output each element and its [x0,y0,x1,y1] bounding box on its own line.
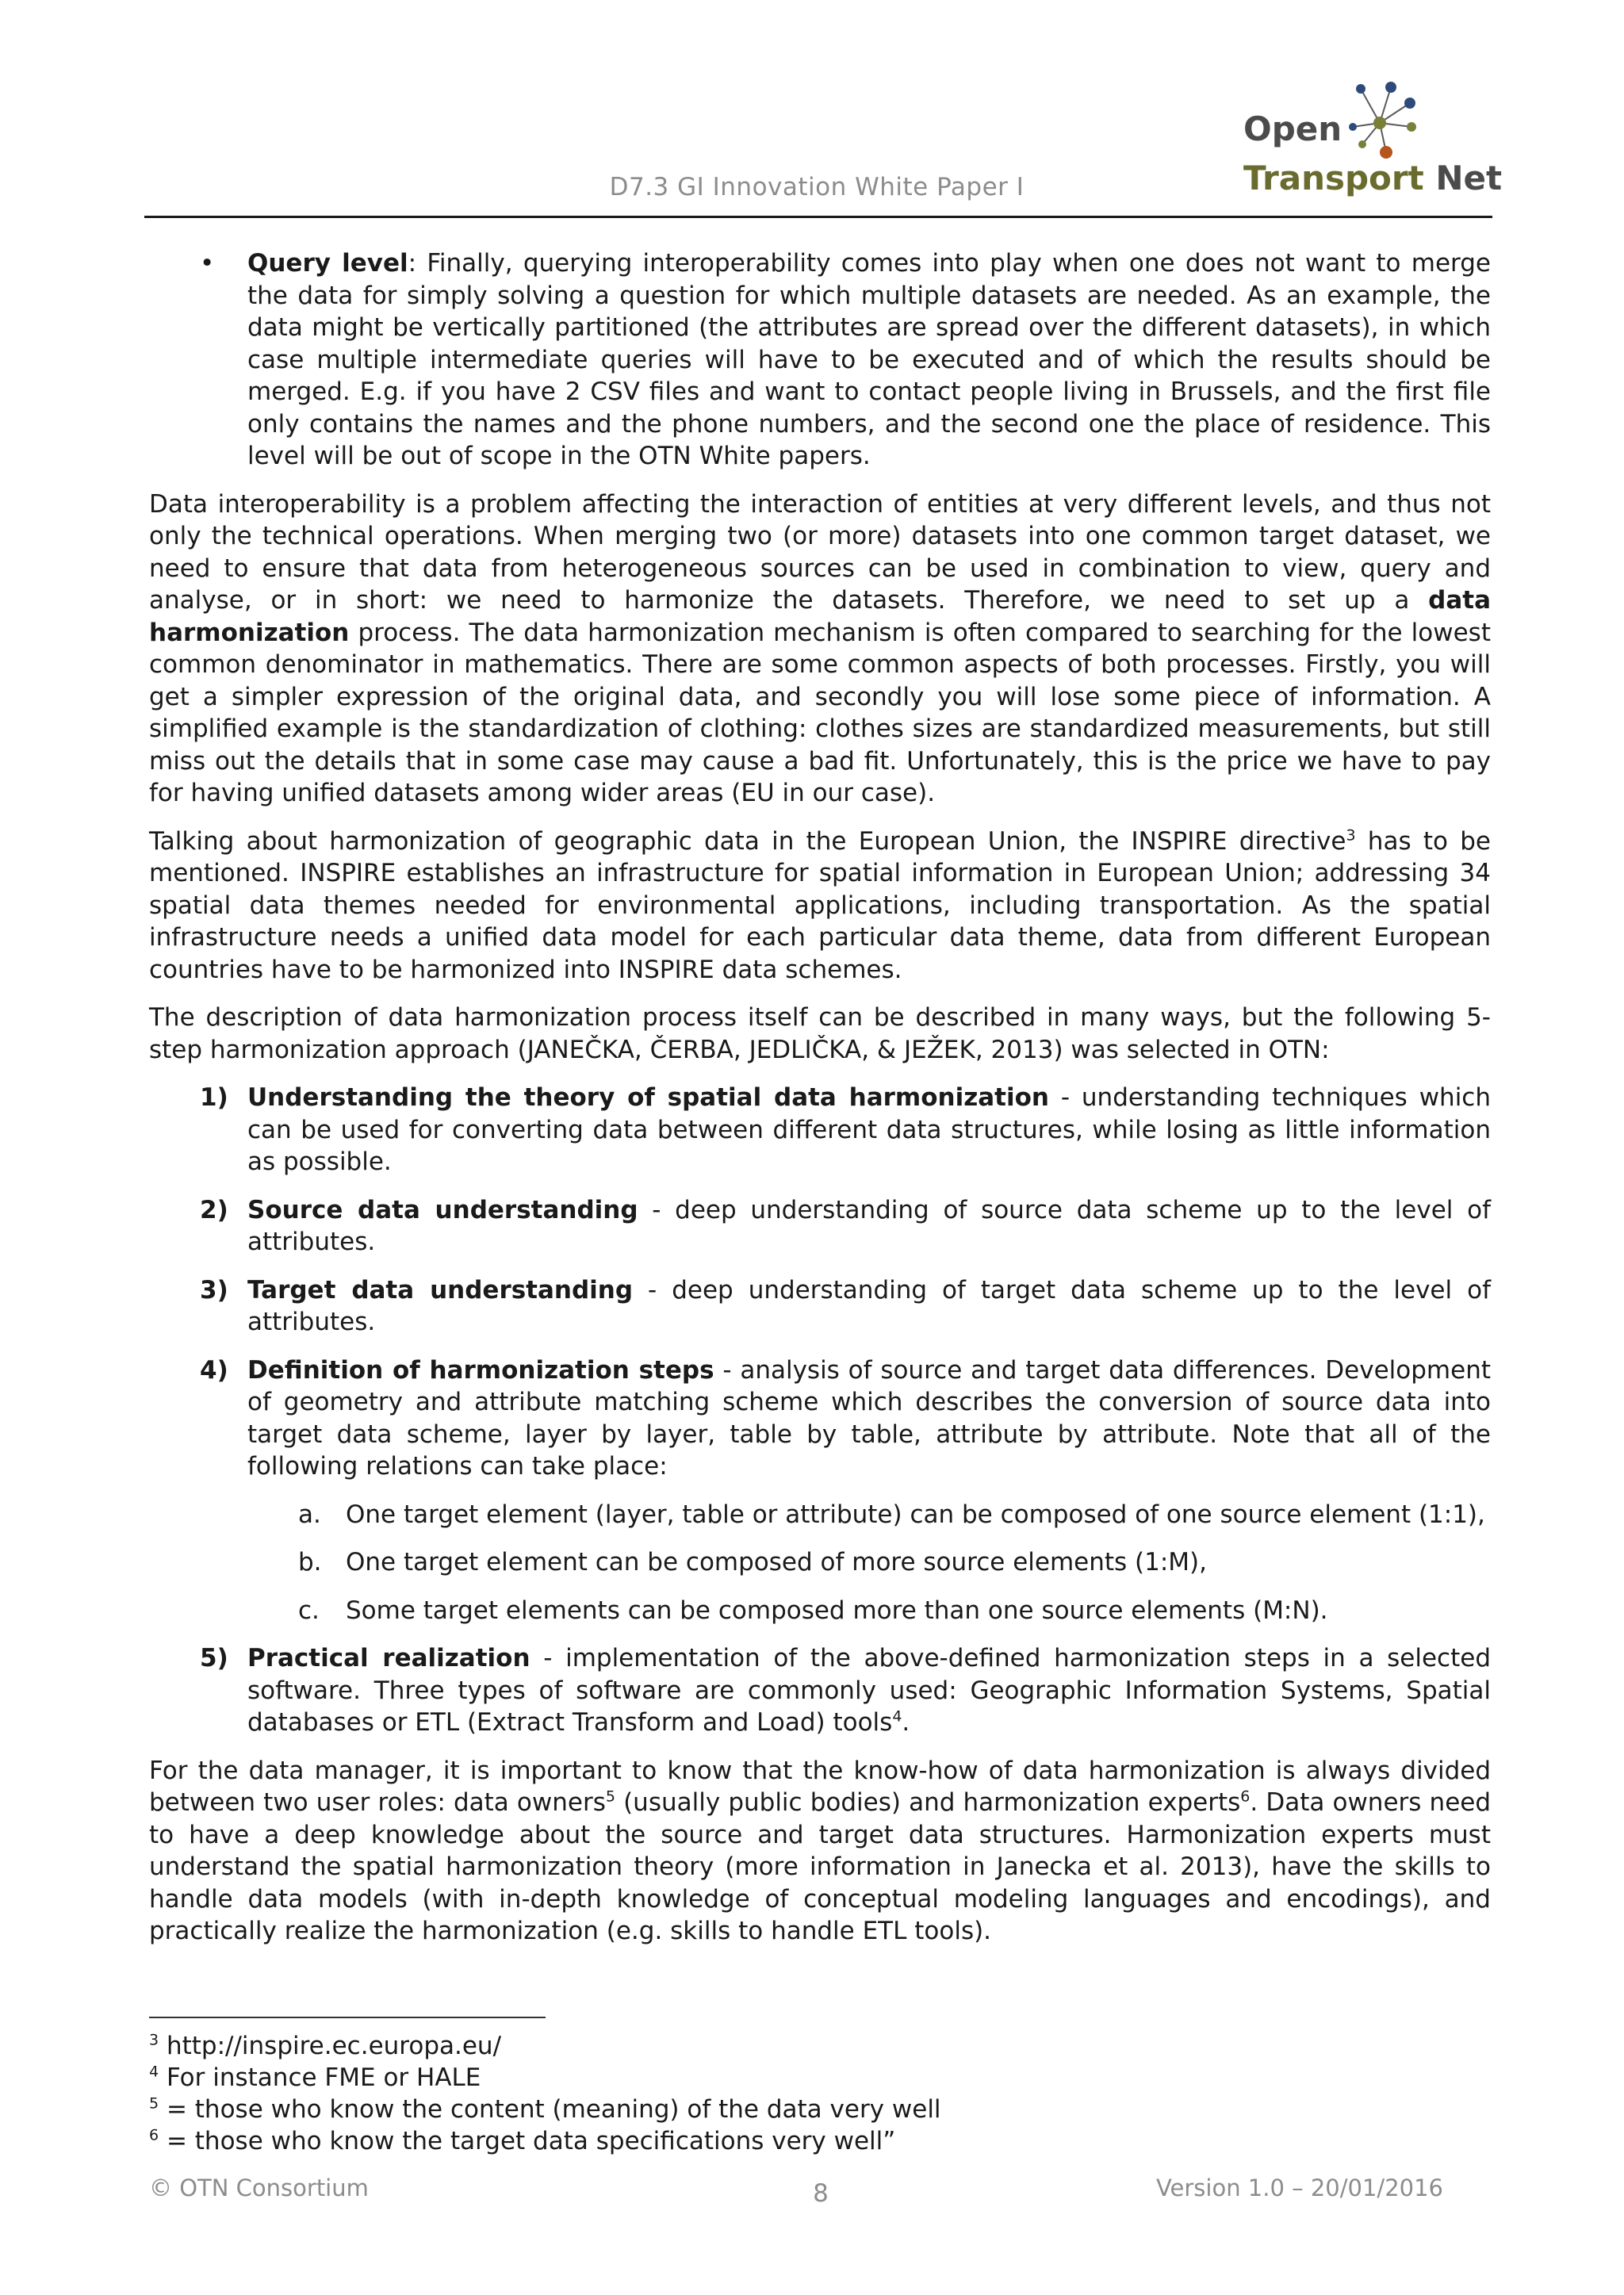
footnote-item [149,2094,941,2125]
footnote-text: = those who know the content (meaning) of the data very well [159,2095,941,2124]
step-item [149,1082,1491,1178]
footnote-text: For instance FME or HALE [159,2063,481,2092]
paragraph-text: Talking about harmonization of geographic data in the European Union, the INSPIRE directive [149,826,1346,856]
substep-text: One target element (layer, table or attribute) can be composed of one source element (1:1), [346,1500,1485,1529]
footnote-ref: 3 [1346,826,1356,845]
bullet-term: Query level [247,249,408,278]
paragraph-text: (usually public bodies) and harmonization experts [615,1788,1241,1817]
paragraph-data-manager [149,1755,1491,1948]
footnote-ref: 5 [605,1787,615,1806]
step-number: 2) [200,1195,228,1224]
paragraph-interoperability [149,489,1491,810]
page-number: 8 [813,2179,829,2208]
footnote-item [149,2125,941,2157]
bullet-query-level [149,247,1491,473]
footnote-item [149,2062,941,2094]
step-term: Definition of harmonization steps [247,1355,714,1385]
step-text: - deep understanding of target data scheme up to the level of attributes. [247,1275,1491,1336]
paragraph-text: For the data manager, it is important to know that the know-how of data harmonization is always divided between two user roles: data owners [149,1756,1491,1817]
footnote-ref: 6 [1240,1787,1251,1806]
step-text-end: . [902,1708,910,1737]
step-item [149,1642,1491,1739]
footnote-number: 5 [149,2094,159,2113]
footer-copyright: © OTN Consortium [149,2174,369,2201]
paragraph-text: has to be mentioned. INSPIRE establishes an infrastructure for spatial information in European Union; addressing 34 spatial data themes needed for environmental applications, including transportation. As the spatial infrastructure needs a unified data model for each particular data theme, data from different European countries have to be harmonized into INSPIRE data schemes. [149,826,1492,984]
otn-logo [1237,79,1503,206]
footnote-divider [149,2017,546,2018]
paragraph-text: process. The data harmonization mechanism is often compared to searching for the lowest common denominator in mathematics. There are some common aspects of both processes. Firstly, you will get a simpler expression of the original data, and secondly you will lose some piece of information. A simplified example is the standardization of clothing: clothes sizes are standardized measurements, but still miss out the details that in some case may cause a bad fit. Unfortunately, this is the price we have to pay for having unified datasets among wider areas (EU in our case). [149,618,1491,807]
paragraph-text: Data interoperability is a problem affecting the interaction of entities at very different levels, and thus not only the technical operations. When merging two (or more) datasets into one common target dataset, we need to ensure that data from heterogeneous sources can be used in combination to view, query and analyse, or in short: we need to harmonize the datasets. Therefore, we need to set up a [149,489,1491,615]
paragraph-approach: The description of data harmonization process itself can be described in many ways, but the following 5-step harmonization approach (JANEČKA, ČERBA, JEDLIČKA, & JEŽEK, 2013) was selected in OTN: [149,1003,1491,1064]
document-body [149,247,1491,1964]
bullet-text: : Finally, querying interoperability comes into play when one does not want to merge the data for simply solving a question for which multiple datasets are needed. As an example, the data might be vertically partitioned (the attributes are spread over the different datasets), in which case multiple intermediate queries will have to be executed and of which the results should be merged. E.g. if you have 2 CSV files and want to contact people living in Brussels, and the first file only contains the names and the phone numbers, and the second one the place of residence. This level will be out of scope in the OTN White papers. [247,249,1491,470]
bullet-dot: • [200,249,215,278]
substep-text: One target element can be composed of more source elements (1:M), [346,1548,1207,1577]
step-item [149,1354,1491,1483]
step-number: 1) [200,1083,228,1112]
step-number: 5) [200,1644,228,1672]
header-divider [144,216,1492,218]
step-text: - deep understanding of source data scheme up to the level of attributes. [247,1195,1491,1256]
step-term: Source data understanding [247,1195,638,1224]
step-number: 4) [200,1355,228,1385]
substep-letter: b. [298,1548,322,1577]
footnote-ref: 4 [892,1707,902,1726]
step-text: - implementation of the above-defined harmonization steps in a selected software. Three types of software are commonly used: Geographic Information Systems, Spatial databases or ETL (Extract Transform and Load) tools [247,1644,1492,1737]
step-number: 3) [200,1275,228,1305]
step-term: Practical realization [247,1644,530,1672]
step-item [149,1194,1491,1259]
substep-letter: a. [298,1500,321,1529]
footnote-item [149,2030,941,2062]
logo-text-open: Open [1243,109,1342,148]
step-text: - analysis of source and target data differences. Development of geometry and attribute matching scheme which describes the conversion of source data into target data scheme, layer by layer, table by table, attribute by attribute. Note that all of the following relations can take place: [247,1355,1491,1481]
step-text: - understanding techniques which can be used for converting data between different data structures, while losing as little information as possible. [247,1083,1491,1176]
substep-item [149,1546,1491,1579]
logo-text-net: Net [1435,159,1503,197]
logo-text-transport-net [1243,159,1502,197]
footnote-link[interactable]: http://inspire.ec.europa.eu/ [159,2032,502,2060]
logo-text-transport: Transport [1243,159,1424,197]
step-term: Understanding the theory of spatial data harmonization [247,1083,1049,1112]
substep-item [149,1499,1491,1531]
footnote-number: 3 [149,2031,159,2049]
step-item [149,1274,1491,1339]
footer-version: Version 1.0 – 20/01/2016 [1155,2174,1443,2201]
step-term: Target data understanding [247,1275,634,1305]
footnote-number: 6 [149,2126,159,2144]
footnote-number: 4 [149,2063,159,2081]
footnotes [149,2030,941,2157]
header-title: D7.3 GI Innovation White Paper I [609,173,1025,201]
footnote-text: = those who know the target data specifications very well” [159,2127,896,2155]
paragraph-bold: data harmonization [149,586,1491,647]
substep-letter: c. [298,1596,320,1625]
network-nodes-icon [1339,79,1434,167]
paragraph-text: . Data owners need to have a deep knowledge about the source and target data structures. Harmonization experts must understand the spatial harmonization theory (more information in Janecka et al. 2013), have the skills to handle data models (with in-depth knowledge of conceptual modeling languages and encodings), and practically realize the harmonization (e.g. skills to handle ETL tools). [149,1788,1492,1945]
substep-text: Some target elements can be composed more than one source elements (M:N). [346,1596,1328,1625]
substep-item [149,1595,1491,1627]
paragraph-inspire [149,826,1491,987]
